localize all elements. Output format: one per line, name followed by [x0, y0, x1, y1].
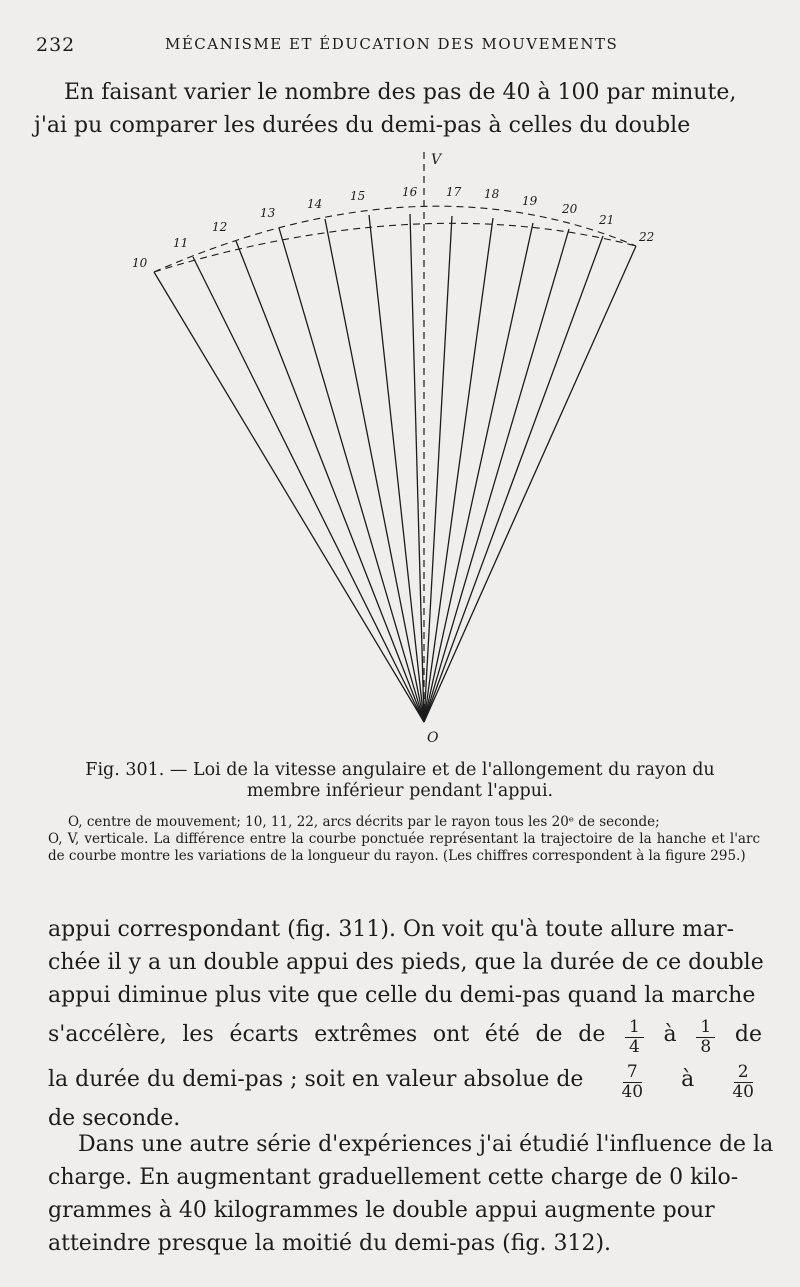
fraction-numerator: 1 [625, 1018, 644, 1038]
intro-line-1: En faisant varier le nombre des pas de 40 à 100 par minute, [64, 80, 737, 105]
line5-text: la durée du demi-pas ; soit en valeur absolue de [48, 1067, 584, 1092]
ray-labels [132, 185, 654, 270]
figure-301-diagram [0, 140, 800, 760]
word: ont [432, 1022, 470, 1047]
word: extrêmes [314, 1022, 418, 1047]
ray-20 [424, 229, 569, 722]
fraction-7-40 [617, 1063, 647, 1102]
center-label: O [427, 730, 439, 746]
fraction-numerator: 2 [734, 1063, 753, 1083]
word: à [681, 1067, 695, 1092]
ray-label-10: 10 [132, 256, 148, 270]
ray-18 [424, 218, 493, 722]
ray-17 [424, 216, 452, 722]
ray-label-17: 17 [446, 185, 462, 199]
ray-label-19: 19 [522, 194, 538, 208]
ray-label-15: 15 [350, 189, 366, 203]
rays [154, 214, 636, 722]
fraction-denominator: 40 [621, 1082, 644, 1102]
para1-line-2: chée il y a un double appui des pieds, que la durée de ce double [48, 950, 764, 975]
paragraph-2 [48, 1128, 774, 1260]
word: les [182, 1022, 214, 1047]
para1-line-3: appui diminue plus vite que celle du demi-pas quand la marche [48, 983, 756, 1008]
ray-19 [424, 223, 533, 722]
fraction-numerator: 1 [696, 1018, 715, 1038]
para1-line-5 [48, 1063, 762, 1102]
ray-label-18: 18 [484, 187, 500, 201]
ray-label-14: 14 [307, 197, 323, 211]
word: été [484, 1022, 520, 1047]
ray-12 [236, 241, 424, 722]
fraction-numerator: 7 [623, 1063, 642, 1083]
legend-rest: O, V, verticale. La différence entre la courbe ponctuée représentant la trajectoire de la hanche et l'arc de courbe montre les variations de la longueur du rayon. (Les chiffres correspondent à la figure 295.) [48, 831, 760, 864]
word: à [663, 1022, 677, 1047]
hip-trajectory-dotted [154, 206, 636, 272]
figure-caption [40, 760, 760, 802]
intro-line-2: j'ai pu comparer les durées du demi-pas à celles du double [34, 113, 691, 138]
legend-line-1: O, centre de mouvement; 10, 11, 22, arcs décrits par le rayon tous les 20ᵉ de seconde; [68, 814, 660, 830]
word: de [535, 1022, 563, 1047]
para2-line-4: atteindre presque la moitié du demi-pas (fig. 312). [48, 1231, 612, 1256]
para2-line-1: Dans une autre série d'expériences j'ai étudié l'influence de la [78, 1132, 774, 1157]
ray-22 [424, 246, 636, 722]
para1-line-6: de seconde. [48, 1106, 181, 1131]
caption-line-2: membre inférieur pendant l'appui. [246, 781, 554, 801]
word: écarts [229, 1022, 299, 1047]
running-head: MÉCANISME ET ÉDUCATION DES MOUVEMENTS [165, 35, 619, 53]
ray-10 [154, 272, 424, 722]
ray-label-16: 16 [402, 185, 418, 199]
vertical-label: V [431, 152, 442, 168]
ray-label-20: 20 [562, 202, 578, 216]
fraction-denominator: 4 [629, 1037, 640, 1057]
ray-label-12: 12 [212, 220, 228, 234]
page-number: 232 [36, 34, 76, 56]
para2-line-2: charge. En augmentant graduellement cette charge de 0 kilo- [48, 1165, 739, 1190]
fraction-2-40 [728, 1063, 758, 1102]
ray-label-11: 11 [173, 236, 189, 250]
ray-label-13: 13 [260, 206, 276, 220]
fraction-denominator: 8 [700, 1037, 712, 1057]
figure-legend [48, 814, 760, 865]
ray-21 [424, 236, 603, 722]
word: s'accélère, [48, 1022, 167, 1047]
ray-16 [410, 214, 424, 722]
ray-14 [325, 219, 424, 722]
word: de [578, 1022, 606, 1047]
fraction-1-8 [696, 1018, 715, 1057]
para1-line-1: appui correspondant (fig. 311). On voit qu'à toute allure mar- [48, 917, 735, 942]
ray-label-21: 21 [599, 213, 615, 227]
para1-line-4 [48, 1018, 762, 1057]
paragraph-1 [48, 913, 762, 1135]
fraction-denominator: 40 [732, 1082, 754, 1102]
ray-15 [369, 215, 424, 722]
caption-line-1: Fig. 301. — Loi de la vitesse angulaire et de l'allongement du rayon du [85, 760, 715, 780]
word: de [734, 1022, 762, 1047]
para2-line-3: grammes à 40 kilogrammes le double appui augmente pour [48, 1198, 715, 1223]
fraction-1-4 [625, 1018, 644, 1057]
intro-paragraph [34, 76, 756, 142]
ray-label-22: 22 [639, 230, 655, 244]
